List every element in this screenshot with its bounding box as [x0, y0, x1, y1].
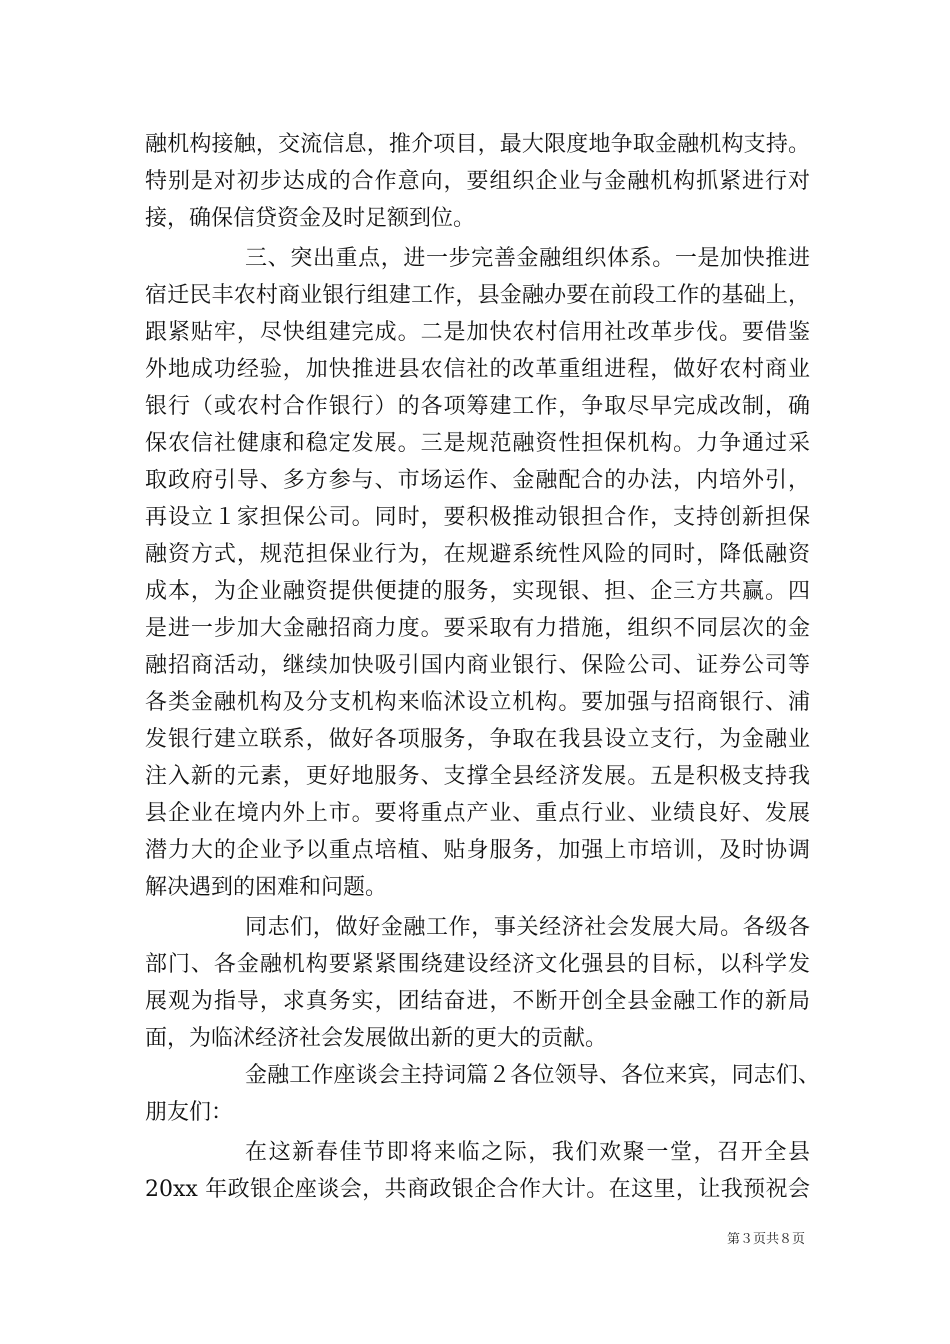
text-line: 特别是对初步达成的合作意向，要组织企业与金融机构抓紧进行对 — [145, 169, 810, 194]
text-line: 县企业在境内外上市。要将重点产业、重点行业、业绩良好、发展 — [145, 801, 810, 826]
text-line: 融招商活动，继续加快吸引国内商业银行、保险公司、证券公司等 — [145, 653, 810, 678]
text-line: 取政府引导、多方参与、市场运作、金融配合的办法，内培外引， — [145, 468, 810, 493]
text-line: 解决遇到的困难和问题。 — [145, 875, 388, 900]
text-line: 跟紧贴牢，尽快组建完成。二是加快农村信用社改革步伐。要借鉴 — [145, 320, 810, 345]
text-line: 面，为临沭经济社会发展做出新的更大的贡献。 — [145, 1026, 608, 1051]
text-line: 同志们，做好金融工作，事关经济社会发展大局。各级各 — [245, 915, 810, 940]
text-line: 发银行建立联系，做好各项服务，争取在我县设立支行，为金融业 — [145, 727, 810, 752]
text-line: 融资方式，规范担保业行为，在规避系统性风险的同时，降低融资 — [145, 542, 810, 567]
text-line: 宿迁民丰农村商业银行组建工作，县金融办要在前段工作的基础上， — [145, 283, 810, 308]
text-line: 保农信社健康和稳定发展。三是规范融资性担保机构。力争通过采 — [145, 431, 810, 456]
text-line: 融机构接触，交流信息，推介项目，最大限度地争取金融机构支持。 — [145, 132, 810, 157]
text-line: 三、突出重点，进一步完善金融组织体系。一是加快推进 — [245, 246, 810, 271]
text-line: 外地成功经验，加快推进县农信社的改革重组进程，做好农村商业 — [145, 357, 810, 382]
text-line: 部门、各金融机构要紧紧围绕建设经济文化强县的目标，以科学发 — [145, 952, 810, 977]
text-line: 朋友们： — [145, 1100, 234, 1125]
text-line: 接，确保信贷资金及时足额到位。 — [145, 206, 476, 231]
text-line: 在这新春佳节即将来临之际，我们欢聚一堂，召开全县 — [245, 1140, 810, 1165]
text-line: 银行（或农村合作银行）的各项筹建工作，争取尽早完成改制，确 — [145, 394, 810, 419]
text-line: 注入新的元素，更好地服务、支撑全县经济发展。五是积极支持我 — [145, 764, 810, 789]
text-line: 是进一步加大金融招商力度。要采取有力措施，组织不同层次的金 — [145, 616, 810, 641]
text-line: 各类金融机构及分支机构来临沭设立机构。要加强与招商银行、浦 — [145, 690, 810, 715]
text-line: 成本，为企业融资提供便捷的服务，实现银、担、企三方共赢。四 — [145, 579, 810, 604]
page-number-footer: 第３页共８页 — [726, 1232, 805, 1247]
text-line: 金融工作座谈会主持词篇２各位领导、各位来宾，同志们、 — [245, 1063, 820, 1088]
text-line: 展观为指导，求真务实，团结奋进，不断开创全县金融工作的新局 — [145, 989, 810, 1014]
text-line: 潜力大的企业予以重点培植、贴身服务，加强上市培训，及时协调 — [145, 838, 810, 863]
text-line: 20xx 年政银企座谈会，共商政银企合作大计。在这里，让我预祝会 — [145, 1177, 810, 1202]
text-line: 再设立１家担保公司。同时，要积极推动银担合作，支持创新担保 — [145, 505, 810, 530]
